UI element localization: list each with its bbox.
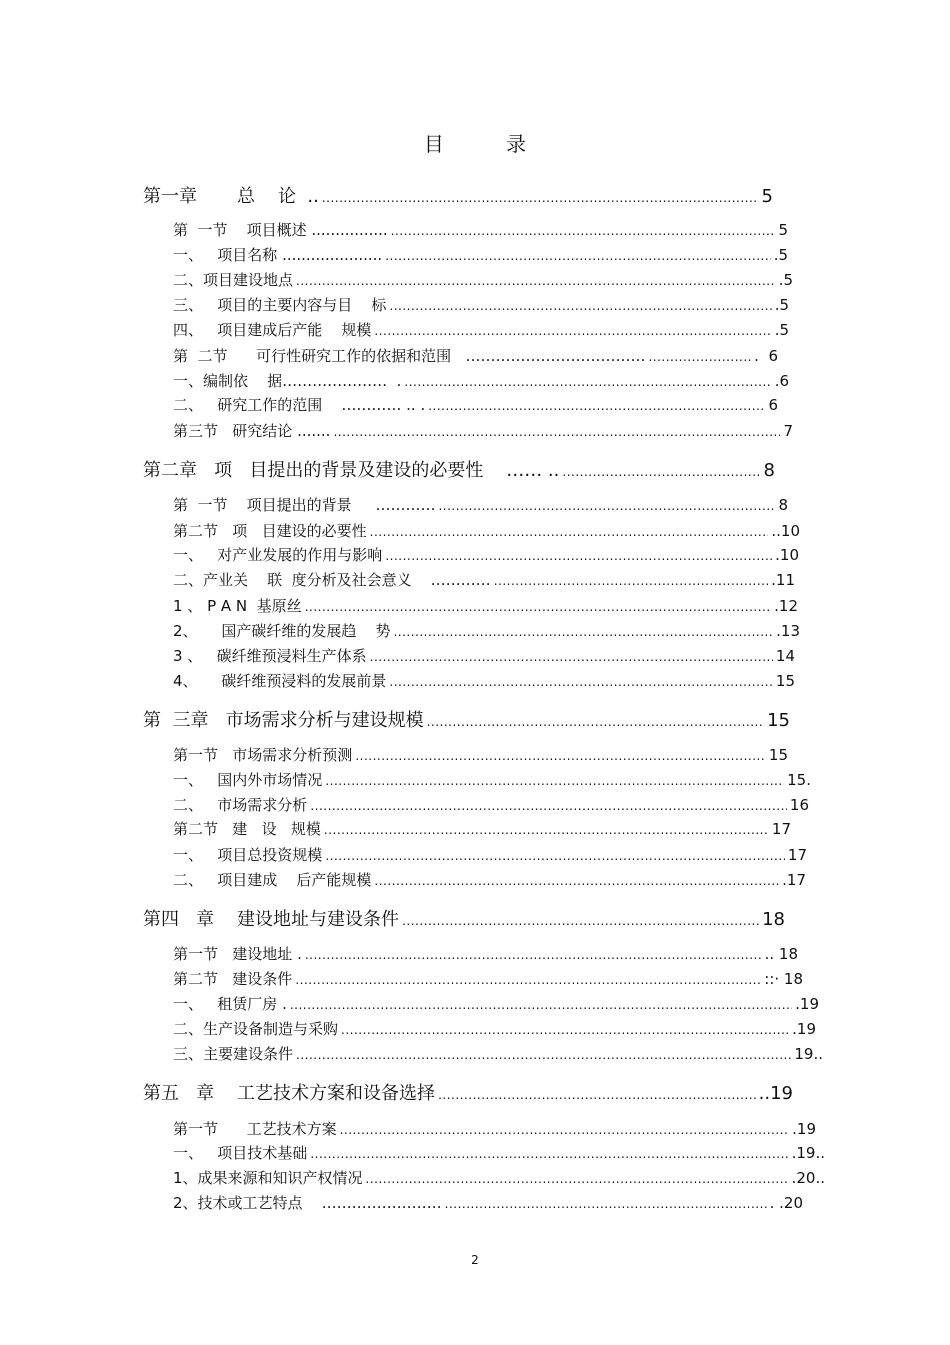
toc-page: 5	[761, 186, 773, 207]
toc-label: 二、 项目建成 后产能规模	[173, 871, 372, 889]
toc-entry[interactable]	[173, 818, 791, 839]
toc-entry[interactable]	[173, 844, 807, 865]
toc-page: .19	[792, 1120, 816, 1138]
toc-leader	[370, 525, 769, 539]
toc-page: .. 18	[764, 945, 798, 963]
toc-leader	[310, 1147, 788, 1161]
toc-entry[interactable]	[173, 943, 798, 964]
toc-chapter[interactable]	[143, 905, 785, 931]
toc-page: ..10	[771, 522, 800, 540]
toc-entry[interactable]	[173, 420, 793, 441]
toc-leader	[404, 375, 771, 389]
toc-entry[interactable]	[173, 544, 799, 565]
toc-entry[interactable]	[173, 993, 819, 1014]
toc-leader	[391, 224, 776, 238]
toc-entry[interactable]	[173, 794, 809, 815]
toc-entry[interactable]	[173, 645, 795, 666]
toc-entry[interactable]	[173, 294, 789, 315]
toc-entry[interactable]	[173, 1192, 803, 1213]
toc-page: . .20	[769, 1194, 803, 1212]
toc-label: 第二章 项 目提出的背景及建设的必要性 …… ..	[143, 460, 560, 481]
toc-leader	[296, 274, 776, 288]
toc-entry[interactable]	[173, 569, 795, 590]
toc-page: 18	[762, 909, 785, 930]
toc-label: 第 一节 项目提出的背景 …………	[173, 496, 436, 514]
toc-label: 第 二节 可行性研究工作的依据和范围 ………………………………	[173, 347, 646, 365]
toc-label: 一、 国内外市场情况	[173, 771, 323, 789]
toc-entry[interactable]	[173, 595, 798, 616]
toc-page: 19..	[794, 1045, 823, 1063]
toc-leader	[445, 1197, 767, 1211]
toc-entry[interactable]	[173, 968, 803, 989]
toc-label: 一、 项目总投资规模	[173, 846, 323, 864]
toc-label: 第四 章 建设地址与建设条件	[143, 909, 400, 930]
toc-entry[interactable]	[173, 1167, 825, 1188]
toc-page: ..19	[758, 1083, 793, 1104]
toc-page: 16	[789, 796, 809, 814]
toc-label: 第二节 项 目建设的必要性	[173, 522, 367, 540]
toc-chapter[interactable]	[143, 1079, 793, 1105]
toc-page: .12	[774, 597, 798, 615]
toc-label: 2、 国产碳纤维的发展趋 势	[173, 622, 391, 640]
toc-entry[interactable]	[173, 219, 788, 240]
toc-entry[interactable]	[173, 394, 778, 415]
toc-page: .6	[774, 372, 789, 390]
toc-leader	[374, 874, 779, 888]
toc-label: 第二节 建设条件	[173, 970, 293, 988]
toc-leader	[295, 973, 761, 987]
toc-label: 二、生产设备制造与采购	[173, 1020, 339, 1038]
toc-page: .5	[773, 246, 788, 264]
toc-page: .10	[775, 546, 799, 564]
toc-page: 8	[778, 496, 788, 514]
toc-label: 第 三章 市场需求分析与建设规模	[143, 710, 424, 731]
toc-label: 二、项目建设地点	[173, 271, 294, 289]
toc-entry[interactable]	[173, 319, 789, 340]
toc-page: 8	[763, 460, 775, 481]
toc-leader	[325, 849, 785, 863]
toc-entry[interactable]	[173, 494, 788, 515]
toc-label: 一、 对产业发展的作用与影响	[173, 546, 383, 564]
toc-label: 一、 租赁厂房 .	[173, 995, 287, 1013]
toc-label: 第五 章 工艺技术方案和设备选择	[143, 1083, 436, 1104]
toc-chapter[interactable]	[143, 456, 775, 482]
toc-leader	[341, 1023, 789, 1037]
toc-leader	[290, 998, 792, 1012]
toc-label: 三、 项目的主要内容与目 标	[173, 296, 387, 314]
page-title: 目 录	[423, 132, 555, 156]
toc-leader	[310, 799, 787, 813]
toc-page: .11	[771, 571, 795, 589]
toc-label: 二、产业关 联 度分析及社会意义 …………	[173, 571, 491, 589]
toc-entry[interactable]	[173, 869, 806, 890]
toc-entry[interactable]	[173, 1043, 823, 1064]
toc-page: .5	[778, 271, 793, 289]
page-number: 2	[471, 1253, 479, 1267]
toc-label: 第二节 建 设 规模	[173, 820, 321, 838]
toc-page: 15	[767, 710, 790, 731]
toc-page: 15	[775, 672, 795, 690]
toc-page: 17	[771, 820, 791, 838]
toc-page: .19	[792, 1020, 816, 1038]
toc-leader	[494, 574, 768, 588]
toc-leader	[305, 600, 771, 614]
toc-label: 第一节 建设地址 .	[173, 945, 302, 963]
toc-leader	[385, 249, 770, 263]
toc-entry[interactable]	[173, 345, 778, 366]
toc-leader	[402, 914, 759, 928]
toc-page: .17	[782, 871, 806, 889]
toc-entry[interactable]	[173, 744, 788, 765]
toc-leader	[427, 715, 764, 729]
toc-leader	[370, 650, 773, 664]
toc-chapter[interactable]	[143, 182, 773, 208]
toc-page: ::· 18	[764, 970, 803, 988]
toc-page: 15.	[787, 771, 811, 789]
toc-leader	[562, 465, 760, 479]
toc-leader	[355, 749, 766, 763]
toc-label: 第 一节 项目概述 ................	[173, 221, 388, 239]
toc-leader	[438, 499, 775, 513]
toc-chapter[interactable]	[143, 706, 790, 732]
toc-label: 二、 市场需求分析	[173, 796, 308, 814]
toc-label: 二、 研究工作的范围 ………… .. .	[173, 396, 426, 414]
toc-entry[interactable]	[173, 1142, 825, 1163]
toc-entry[interactable]	[173, 670, 795, 691]
toc-label: 第一节 工艺技术方案	[173, 1120, 337, 1138]
toc-entry[interactable]	[173, 769, 811, 790]
toc-page: 7	[783, 422, 793, 440]
toc-page: 17	[787, 846, 807, 864]
toc-label: 1 、 P A N 基原丝	[173, 597, 302, 615]
toc-label: 第三节 研究结论 .......	[173, 422, 331, 440]
toc-leader	[305, 948, 762, 962]
toc-leader	[296, 1048, 791, 1062]
toc-leader	[428, 399, 765, 413]
toc-page: .19..	[791, 1144, 825, 1162]
toc-leader	[333, 425, 780, 439]
toc-leader	[438, 1088, 756, 1102]
toc-entry[interactable]	[173, 620, 800, 641]
toc-leader	[389, 675, 773, 689]
toc-entry[interactable]	[173, 370, 789, 391]
toc-page: 15	[768, 746, 788, 764]
toc-leader	[389, 299, 771, 313]
toc-label: 一、 项目技术基础	[173, 1144, 308, 1162]
toc-leader	[385, 549, 772, 563]
toc-page: .19	[795, 995, 819, 1013]
toc-page: .5	[774, 321, 789, 339]
toc-page: 14	[775, 647, 795, 665]
toc-label: 1、成果来源和知识产权情况	[173, 1169, 363, 1187]
toc-label: 一、编制依 据………………… .	[173, 372, 402, 390]
toc-label: 3 、 碳纤维预浸料生产体系	[173, 647, 367, 665]
toc-leader	[340, 1123, 790, 1137]
toc-leader	[393, 625, 773, 639]
toc-page: .13	[776, 622, 800, 640]
toc-page: .5	[774, 296, 789, 314]
toc-label: 4、 碳纤维预浸料的发展前景	[173, 672, 387, 690]
toc-label: 一、 项目名称 .....................	[173, 246, 383, 264]
toc-entry[interactable]	[173, 244, 788, 265]
toc-leader	[648, 350, 751, 364]
toc-leader	[322, 191, 759, 205]
toc-entry[interactable]	[173, 269, 793, 290]
toc-page: 5	[778, 221, 788, 239]
toc-label: 三、主要建设条件	[173, 1045, 294, 1063]
toc-leader	[325, 774, 784, 788]
toc-page: 6	[768, 396, 778, 414]
toc-entry[interactable]	[173, 520, 800, 541]
toc-leader	[374, 324, 771, 338]
toc-leader	[366, 1172, 789, 1186]
toc-label: 2、技术或工艺特点 ……………………	[173, 1194, 442, 1212]
toc-label: 第一节 市场需求分析预测	[173, 746, 353, 764]
toc-page: .20..	[791, 1169, 825, 1187]
toc-label: 第一章 总 论 ..	[143, 186, 319, 207]
toc-entry[interactable]	[173, 1018, 816, 1039]
toc-entry[interactable]	[173, 1118, 816, 1139]
toc-page: . 6	[754, 347, 778, 365]
toc-label: 四、 项目建成后产能 规模	[173, 321, 372, 339]
toc-leader	[324, 823, 769, 837]
